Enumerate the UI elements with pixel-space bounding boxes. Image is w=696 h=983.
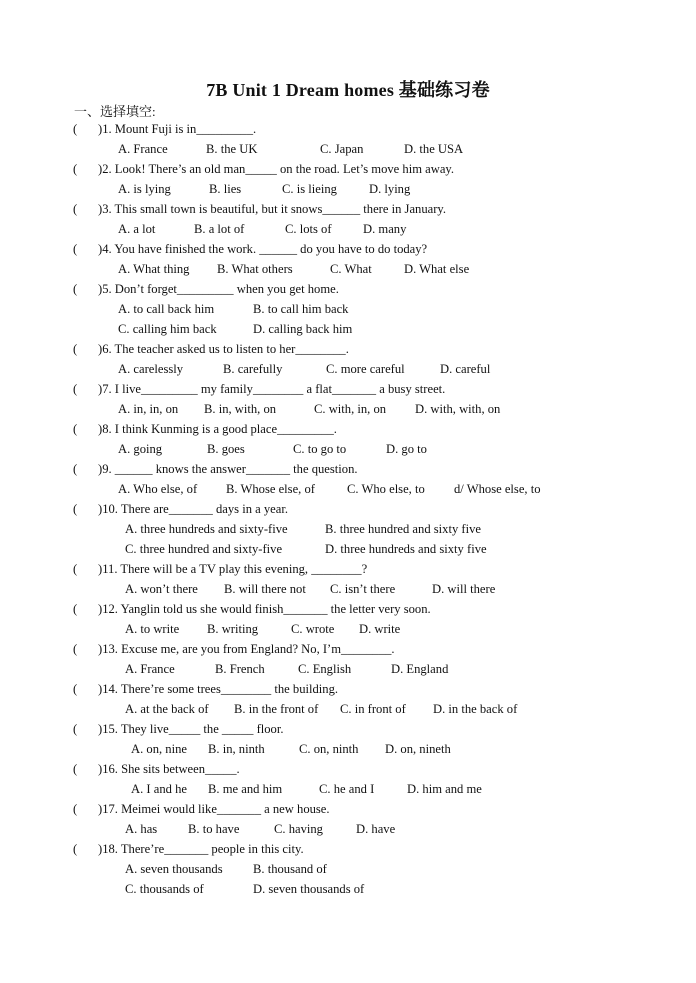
question-stem-line [73, 499, 633, 519]
option-c[interactable]: C. Japan [320, 142, 364, 156]
option-c[interactable]: C. having [274, 822, 323, 836]
option-c[interactable]: C. English [298, 662, 352, 676]
option-c[interactable]: C. Who else, to [347, 482, 425, 496]
answer-blank[interactable]: ( [73, 202, 78, 216]
option-row [73, 399, 633, 419]
question-stem: )13. Excuse me, are you from England? No, I’m________. [98, 642, 395, 656]
question-stem: )15. They live_____ the _____ floor. [98, 722, 284, 736]
question-5 [73, 279, 633, 339]
question-11 [73, 559, 633, 599]
answer-blank[interactable]: ( [73, 762, 78, 776]
option-b[interactable]: D. seven thousands of [253, 882, 365, 896]
option-a[interactable]: A. Who else, of [118, 482, 198, 496]
option-c[interactable]: C. lots of [285, 222, 332, 236]
option-a[interactable]: A. France [118, 142, 168, 156]
question-stem-line [73, 799, 633, 819]
option-d[interactable]: D. on, nineth [385, 742, 451, 756]
question-stem: )10. There are_______ days in a year. [98, 502, 289, 516]
option-c[interactable]: C. more careful [326, 362, 405, 376]
option-b[interactable]: B. in, ninth [208, 742, 265, 756]
option-d[interactable]: D. lying [369, 182, 411, 196]
question-12 [73, 599, 633, 639]
option-a[interactable]: A. France [125, 662, 175, 676]
question-1 [73, 119, 633, 159]
question-13 [73, 639, 633, 679]
question-stem: )11. There will be a TV play this evening, ________? [98, 562, 368, 576]
option-b[interactable]: B. the UK [206, 142, 258, 156]
option-d[interactable]: D. with, with, on [415, 402, 501, 416]
option-a[interactable]: A. What thing [118, 262, 190, 276]
option-row [73, 519, 633, 539]
option-a[interactable]: A. on, nine [131, 742, 187, 756]
page-title: 7B Unit 1 Dream homes 基础练习卷 [206, 80, 490, 100]
question-stem-line [73, 839, 633, 859]
question-stem: )17. Meimei would like_______ a new house. [98, 802, 330, 816]
question-stem-line [73, 719, 633, 739]
option-d[interactable]: D. write [359, 622, 401, 636]
question-4 [73, 239, 633, 279]
answer-blank[interactable]: ( [73, 562, 78, 576]
answer-blank[interactable]: ( [73, 602, 78, 616]
question-stem: )5. Don’t forget_________ when you get home. [98, 282, 339, 296]
question-stem-line [73, 159, 633, 179]
question-stem: )3. This small town is beautiful, but it snows______ there in January. [98, 202, 447, 216]
option-d[interactable]: D. the USA [404, 142, 464, 156]
question-stem-line [73, 639, 633, 659]
question-stem: )6. The teacher asked us to listen to her________. [98, 342, 349, 356]
question-stem: )8. I think Kunming is a good place_________. [98, 422, 337, 436]
answer-blank[interactable]: ( [73, 122, 78, 136]
option-row [73, 579, 633, 599]
option-b[interactable]: B. to call him back [253, 302, 349, 316]
question-6 [73, 339, 633, 379]
option-a[interactable]: A. going [118, 442, 163, 456]
option-d[interactable]: D. him and me [407, 782, 482, 796]
option-a[interactable]: A. in, in, on [118, 402, 179, 416]
option-b[interactable]: B. a lot of [194, 222, 245, 236]
question-2 [73, 159, 633, 199]
option-a[interactable]: A. seven thousands [125, 862, 223, 876]
section-heading: 一、选择填空: [74, 104, 156, 119]
answer-blank[interactable]: ( [73, 242, 78, 256]
question-stem-line [73, 559, 633, 579]
answer-blank[interactable]: ( [73, 842, 78, 856]
option-d[interactable]: D. go to [386, 442, 427, 456]
option-a[interactable]: A. I and he [131, 782, 187, 796]
question-stem-line [73, 199, 633, 219]
question-stem-line [73, 119, 633, 139]
question-stem-line [73, 339, 633, 359]
question-stem-line [73, 459, 633, 479]
option-a[interactable]: A. a lot [118, 222, 156, 236]
option-row [73, 299, 633, 319]
option-a[interactable]: C. three hundred and sixty-five [125, 542, 283, 556]
option-row [73, 319, 633, 339]
question-18 [73, 839, 633, 899]
option-b[interactable]: B. me and him [208, 782, 283, 796]
option-d[interactable]: D. have [356, 822, 396, 836]
question-10 [73, 499, 633, 559]
option-row [73, 879, 633, 899]
option-b[interactable]: B. will there not [224, 582, 306, 596]
option-c[interactable]: C. to go to [293, 442, 347, 456]
option-row [73, 659, 633, 679]
question-3 [73, 199, 633, 239]
option-b[interactable]: B. What others [217, 262, 293, 276]
option-row [73, 219, 633, 239]
option-d[interactable]: d/ Whose else, to [454, 482, 541, 496]
option-row [73, 859, 633, 879]
answer-blank[interactable]: ( [73, 422, 78, 436]
question-stem: )9. ______ knows the answer_______ the question. [98, 462, 358, 476]
option-d[interactable]: D. in the back of [433, 702, 518, 716]
option-b[interactable]: B. three hundred and sixty five [325, 522, 481, 536]
option-b[interactable]: B. thousand of [253, 862, 327, 876]
option-d[interactable]: D. England [391, 662, 449, 676]
option-b[interactable]: D. calling back him [253, 322, 353, 336]
option-b[interactable]: B. goes [207, 442, 245, 456]
question-15 [73, 719, 633, 759]
option-c[interactable]: C. isn’t there [330, 582, 396, 596]
question-7 [73, 379, 633, 419]
answer-blank[interactable]: ( [73, 462, 78, 476]
option-row [73, 259, 633, 279]
question-16 [73, 759, 633, 799]
answer-blank[interactable]: ( [73, 382, 78, 396]
option-c[interactable]: C. on, ninth [299, 742, 359, 756]
option-a[interactable]: A. won’t there [125, 582, 198, 596]
option-row [73, 439, 633, 459]
option-a[interactable]: A. has [125, 822, 158, 836]
option-row [73, 699, 633, 719]
option-a[interactable]: A. three hundreds and sixty-five [125, 522, 288, 536]
option-a[interactable]: A. carelessly [118, 362, 184, 376]
option-b[interactable]: B. in, with, on [204, 402, 277, 416]
question-17 [73, 799, 633, 839]
answer-blank[interactable]: ( [73, 802, 78, 816]
question-stem-line [73, 239, 633, 259]
option-a[interactable]: A. is lying [118, 182, 171, 196]
question-9 [73, 459, 633, 499]
question-stem: )16. She sits between_____. [98, 762, 240, 776]
question-stem-line [73, 379, 633, 399]
option-d[interactable]: D. many [363, 222, 407, 236]
option-row [73, 779, 633, 799]
question-stem-line [73, 759, 633, 779]
option-row [73, 619, 633, 639]
answer-blank[interactable]: ( [73, 342, 78, 356]
option-c[interactable]: C. What [330, 262, 372, 276]
question-stem: )14. There’re some trees________ the building. [98, 682, 339, 696]
option-d[interactable]: D. careful [440, 362, 491, 376]
option-a[interactable]: C. calling him back [118, 322, 217, 336]
option-b[interactable]: B. lies [209, 182, 242, 196]
question-stem: )4. You have finished the work. ______ do you have to do today? [98, 242, 428, 256]
question-14 [73, 679, 633, 719]
option-c[interactable]: C. is lieing [282, 182, 337, 196]
question-stem-line [73, 599, 633, 619]
option-b[interactable]: B. writing [207, 622, 259, 636]
option-row [73, 359, 633, 379]
question-8 [73, 419, 633, 459]
option-row [73, 139, 633, 159]
option-b[interactable]: D. three hundreds and sixty five [325, 542, 487, 556]
answer-blank[interactable]: ( [73, 502, 78, 516]
option-c[interactable]: C. wrote [291, 622, 335, 636]
question-stem: )12. Yanglin told us she would finish_______ the letter very soon. [98, 602, 431, 616]
question-stem: )18. There’re_______ people in this city. [98, 842, 304, 856]
option-a[interactable]: A. at the back of [125, 702, 209, 716]
option-b[interactable]: B. Whose else, of [226, 482, 315, 496]
option-b[interactable]: B. in the front of [234, 702, 319, 716]
question-stem-line [73, 419, 633, 439]
answer-blank[interactable]: ( [73, 642, 78, 656]
option-d[interactable]: D. What else [404, 262, 470, 276]
answer-blank[interactable]: ( [73, 282, 78, 296]
option-b[interactable]: B. French [215, 662, 265, 676]
question-stem-line [73, 279, 633, 299]
option-c[interactable]: C. in front of [340, 702, 406, 716]
option-a[interactable]: A. to write [125, 622, 180, 636]
question-stem-line [73, 679, 633, 699]
option-b[interactable]: B. to have [188, 822, 240, 836]
option-b[interactable]: B. carefully [223, 362, 283, 376]
answer-blank[interactable]: ( [73, 722, 78, 736]
answer-blank[interactable]: ( [73, 162, 78, 176]
question-stem: )1. Mount Fuji is in_________. [98, 122, 257, 136]
option-row [73, 739, 633, 759]
question-list [73, 119, 633, 899]
option-d[interactable]: D. will there [432, 582, 496, 596]
option-c[interactable]: C. he and I [319, 782, 375, 796]
question-stem: )2. Look! There’s an old man_____ on the road. Let’s move him away. [98, 162, 455, 176]
question-stem: )7. I live_________ my family________ a flat_______ a busy street. [98, 382, 446, 396]
option-row [73, 819, 633, 839]
option-row [73, 479, 633, 499]
option-row [73, 179, 633, 199]
option-row [73, 539, 633, 559]
option-a[interactable]: A. to call back him [118, 302, 215, 316]
option-a[interactable]: C. thousands of [125, 882, 204, 896]
option-c[interactable]: C. with, in, on [314, 402, 387, 416]
answer-blank[interactable]: ( [73, 682, 78, 696]
